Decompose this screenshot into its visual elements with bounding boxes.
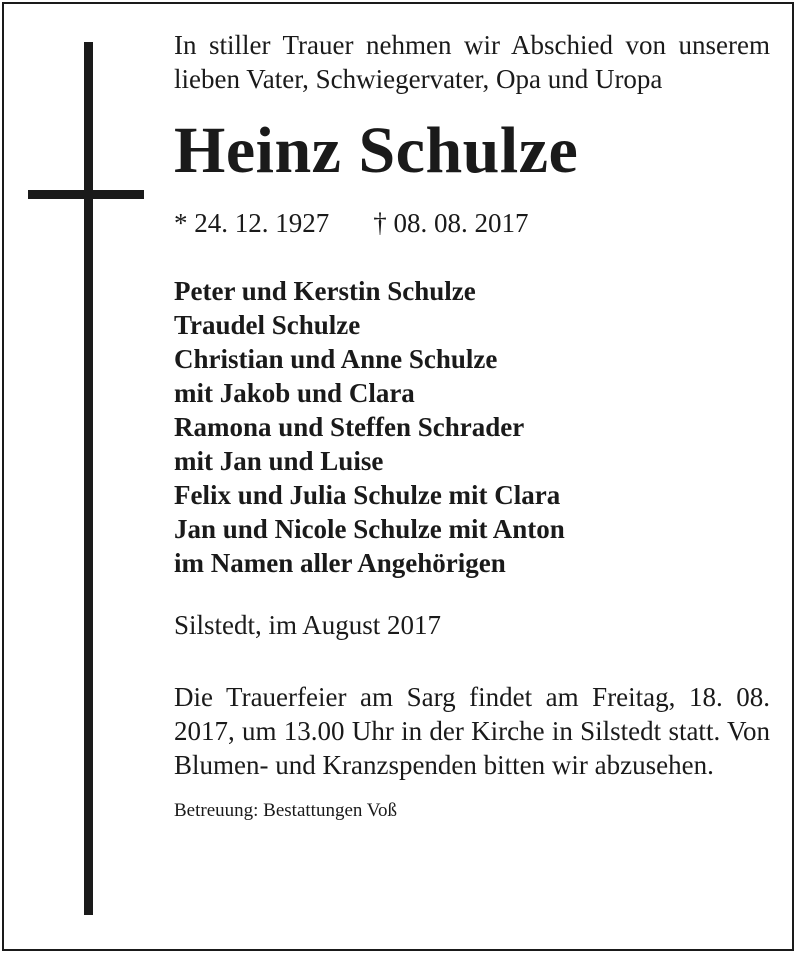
- intro-text: In stiller Trauer nehmen wir Abschied von unserem lieben Vater, Schwiegervater, Opa und Uropa: [174, 30, 770, 94]
- family-line: Ramona und Steffen Schrader: [174, 412, 525, 442]
- death-date: † 08. 08. 2017: [373, 208, 529, 238]
- cross-vertical-bar: [84, 42, 93, 915]
- life-dates: [174, 206, 770, 240]
- family-line: mit Jakob und Clara: [174, 378, 415, 408]
- family-line: im Namen aller Angehörigen: [174, 548, 506, 578]
- family-list: [174, 274, 770, 580]
- notice-content: [174, 28, 770, 824]
- funeral-home: Betreuung: Bestattungen Voß: [174, 800, 398, 821]
- ceremony-text: Die Trauerfeier am Sarg findet am Freitag, 18. 08. 2017, um 13.00 Uhr in der Kirche in Silstedt statt. Von Blumen- und Kranzspenden bitten wir abzusehen.: [174, 682, 770, 780]
- cross-horizontal-bar: [28, 190, 144, 199]
- family-line: Traudel Schulze: [174, 310, 361, 340]
- birth-date: * 24. 12. 1927: [174, 208, 330, 238]
- deceased-name: Heinz Schulze: [174, 114, 579, 187]
- family-line: mit Jan und Luise: [174, 446, 384, 476]
- family-line: Felix und Julia Schulze mit Clara: [174, 480, 561, 510]
- family-line: Peter und Kerstin Schulze: [174, 276, 476, 306]
- family-line: Christian und Anne Schulze: [174, 344, 498, 374]
- place-date: Silstedt, im August 2017: [174, 610, 442, 640]
- family-line: Jan und Nicole Schulze mit Anton: [174, 514, 565, 544]
